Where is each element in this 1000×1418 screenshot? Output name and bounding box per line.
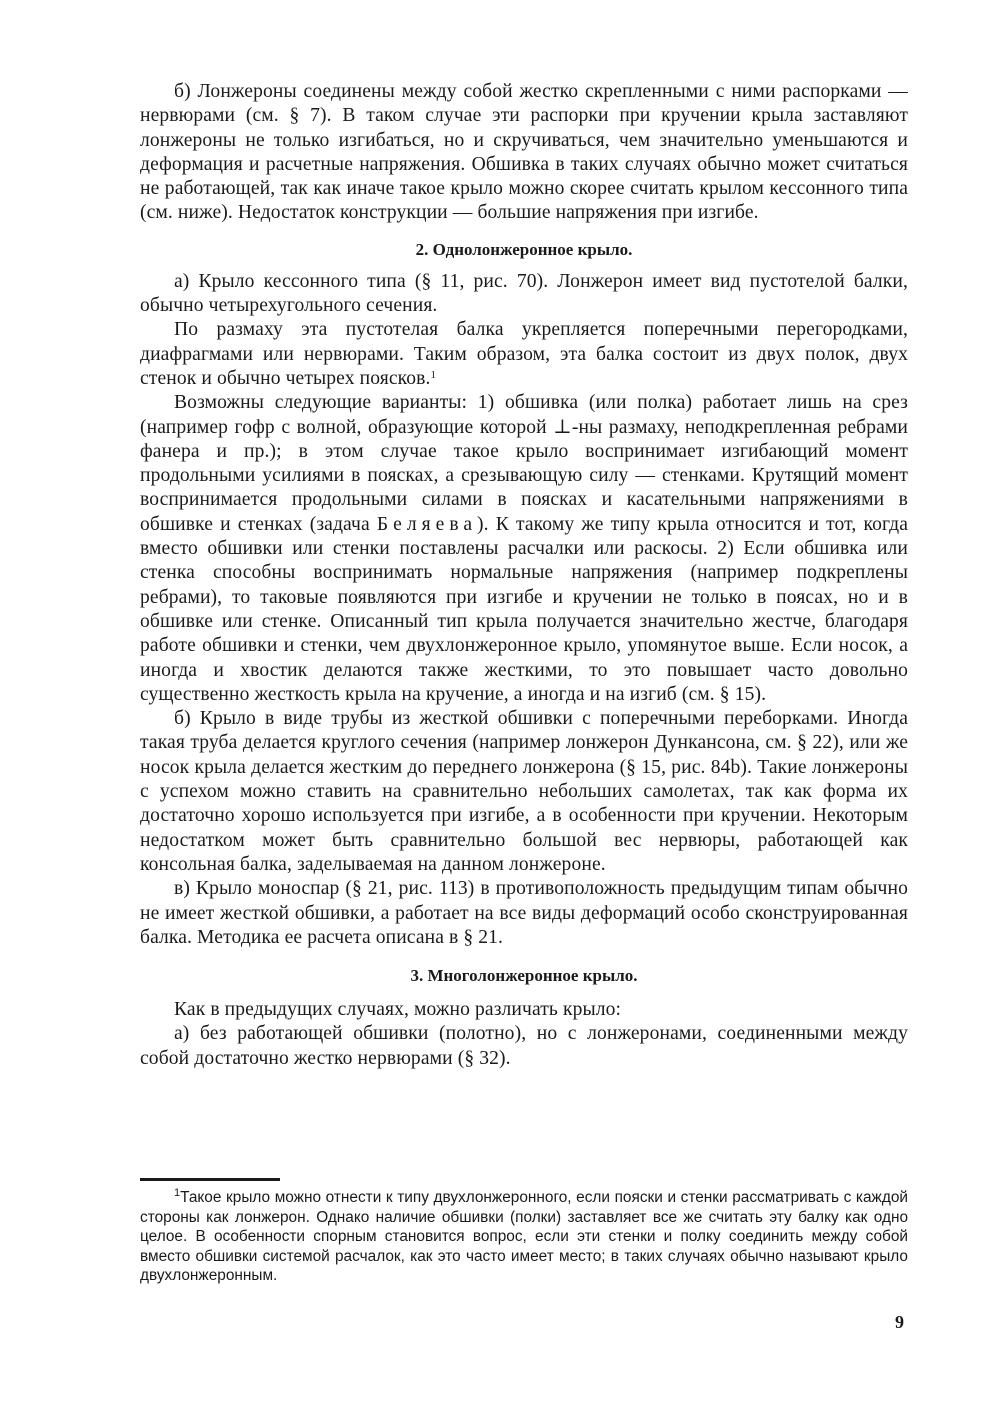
section2-heading: 2. Однолонжеронное крыло. [415, 239, 633, 259]
footnote [140, 1188, 908, 1286]
section2-para-a: а) Крыло кессонного типа (§ 11, рис. 70). Лонжерон имеет вид пустотелой балки, обычно четырехугольного сечения. [140, 270, 908, 317]
book-page [140, 80, 908, 1400]
variants-text-2: ). К такому же типу крыла относится и тот, когда вместо обшивки или стенки поставлены расчалки или раскосы. 2) Если обшивка или стенка способны воспринимать нормальные напряжения (например подкреплены ребрами), то таковые появляются при изгибе и кручении не только в поясах, но и в обшивке или стенке. Описанный тип крыла получается значительно жестче, благодаря работе обшивки и стенки, чем двухлонжеронное крыло, упомянутое выше. Если носок, а иногда и хвостик делаются также жесткими, то это повышает часто довольно существенно жесткость крыла на кручение, а иногда и на изгиб (см. § 15). [140, 513, 908, 705]
footnote-ref[interactable]: 1 [430, 368, 437, 381]
section1-para-b: б) Лонжероны соединены между собой жестко скрепленными с ними распорками — нервюрами (см. § 7). В таком случае эти распорки при кручении крыла заставляют лонжероны не только изгибаться, но и скручиваться, чем значительно уменьшаются и деформация и расчетные напряжения. Обшивка в таких случаях обычно может считаться не работающей, так как иначе такое крыло можно скорее считать крылом кессонного типа (см. ниже). Недостаток конструкции — большие напряжения при изгибе. [140, 81, 908, 224]
section3-para-intro: Как в предыдущих случаях, можно различать крыло: [174, 999, 622, 1021]
section2-para-variants [140, 391, 908, 707]
section2-para-span [140, 318, 908, 391]
section2-para-b: б) Крыло в виде трубы из жесткой обшивки с поперечными переборками. Иногда такая труба делается круглого сечения (например лонжерон Дункансона, см. § 22), или же носок крыла делается жестким до переднего лонжерона (§ 15, рис. 84b). Такие лонжероны с успехом можно ставить на сравнительно небольших самолетах, так как форма их достаточно хорошо используется при изгибе, а в особенности при кручении. Некоторым недостатком может быть сравнительно большой вес нервюры, работающей как консольная балка, заделываемая на данном лонжероне. [140, 708, 908, 875]
page-number: 9 [895, 1312, 904, 1332]
section2-para-span-text: По размаху эта пустотелая балка укрепляется поперечными перегородками, диафрагмами или нервюрами. Таким образом, эта балка состоит из двух полок, двух стенок и обычно четырех поясков. [140, 319, 908, 389]
variants-text-1: Возможны следующие варианты: 1) обшивка (или полка) работает лишь на срез (например гофр с волной, образующие которой ⊥-ны размаху, неподкрепленная ребрами фанера и пр.); в этом случае такое крыло воспринимает изгибающий момент продольными усилиями в поясках, а срезывающую силу — стенками. Крутящий момент воспринимается продольными силами в поясках и касательными напряжениями в обшивке и стенках (задача [140, 392, 908, 535]
footnote-text: Такое крыло можно отнести к типу двухлонжеронного, если пояски и стенки рассматривать с каждой стороны как лонжерон. Однако наличие обшивки (полки) заставляет все же считать эту балку как одно целое. В особенности спорным становится вопрос, если эти стенки и полку соединить между собой вместо обшивки системой расчалок, как это часто имеет место; в таких случаях обычно называют крыло двухлонжеронным. [140, 1189, 908, 1285]
footnote-marker: 1 [174, 1187, 181, 1199]
section3-para-a: а) без работающей обшивки (полотно), но с лонжеронами, соединенными между собой достаточно жестко нервюрами (§ 32). [140, 1023, 908, 1069]
belyaev-name: Беляева [376, 513, 478, 535]
section2-para-v: в) Крыло моноспар (§ 21, рис. 113) в противоположность предыдущим типам обычно не имеет жесткой обшивки, а работает на все виды деформаций особо сконструированная балка. Методика ее расчета описана в § 21. [140, 878, 908, 948]
section3-heading: 3. Многолонжеронное крыло. [410, 966, 638, 986]
footnote-divider [140, 1178, 280, 1181]
